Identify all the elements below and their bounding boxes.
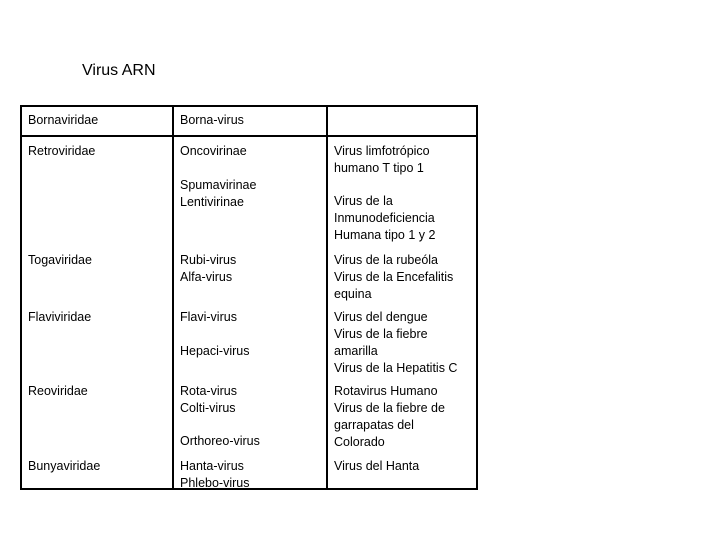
family-cell: Bunyaviridae [28, 459, 101, 473]
example-cell: Rotavirus Humano Virus de la fiebre de garrapatas del Colorado [334, 384, 445, 449]
genus-cell: Rota-virus Colti-virus [180, 384, 237, 415]
genus-cell: Orthoreo-virus [180, 434, 260, 448]
virus-table [20, 105, 478, 490]
page-title: Virus ARN [82, 62, 156, 79]
example-cell: Virus del dengue Virus de la fiebre amarilla Virus de la Hepatitis C [334, 310, 458, 375]
example-cell: Virus de la rubeóla Virus de la Encefalitis equina [334, 253, 454, 301]
family-cell: Togaviridae [28, 253, 92, 267]
genus-cell: Borna-virus [180, 113, 244, 127]
genus-cell: Hepaci-virus [180, 344, 250, 358]
example-cell: Virus del Hanta [334, 459, 420, 473]
column-divider [326, 107, 328, 488]
column-divider [172, 107, 174, 488]
genus-cell: Oncovirinae [180, 144, 247, 158]
example-cell: Virus de la Inmunodeficiencia Humana tipo 1 y 2 [334, 194, 436, 242]
family-cell: Flaviviridae [28, 310, 92, 324]
family-cell: Reoviridae [28, 384, 88, 398]
genus-cell: Rubi-virus Alfa-virus [180, 253, 237, 284]
genus-cell: Flavi-virus [180, 310, 237, 324]
genus-cell: Spumavirinae Lentivirinae [180, 178, 257, 209]
genus-cell: Hanta-virus Phlebo-virus [180, 459, 250, 490]
family-cell: Retroviridae [28, 144, 96, 158]
family-cell: Bornaviridae [28, 113, 99, 127]
row-divider [22, 135, 476, 137]
example-cell: Virus limfotrópico humano T tipo 1 [334, 144, 430, 175]
